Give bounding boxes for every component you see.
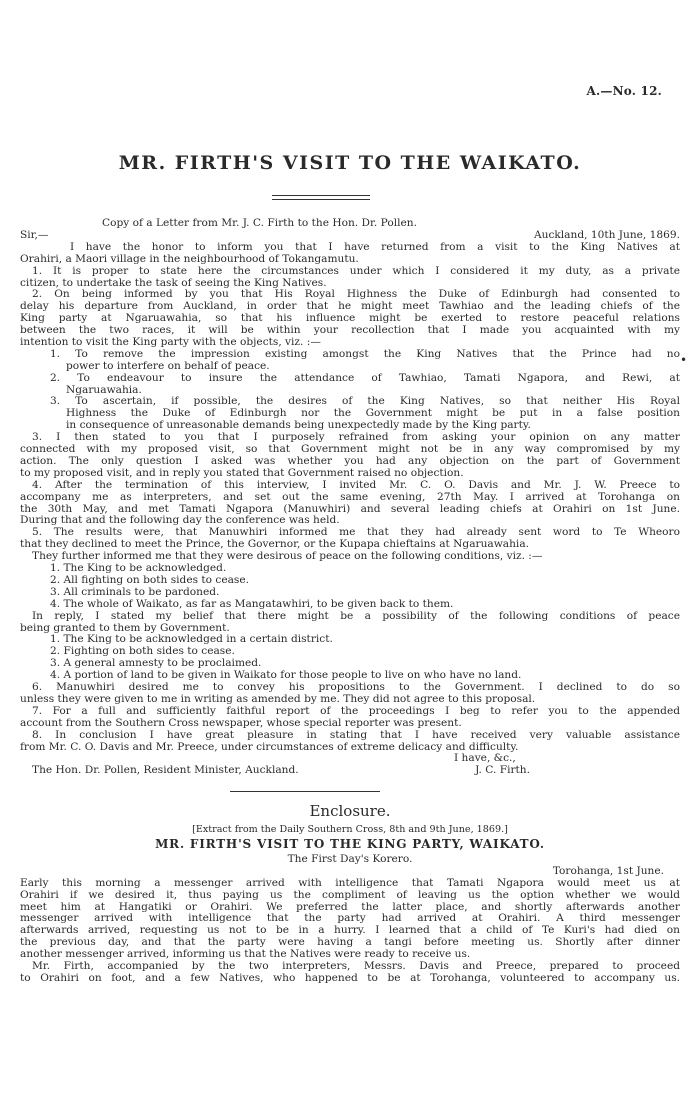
letter-line: citizen, to undertake the task of seeing the King Natives. <box>20 276 327 289</box>
letter-line: between the two races, it will be within your recollection that I made you acquainted with my <box>20 325 680 337</box>
letter-line: 4. The whole of Waikato, as far as Mangatawhiri, to be given back to them. <box>50 597 454 610</box>
letter-place-date: Auckland, 10th June, 1869. <box>533 228 680 241</box>
enclosure-place-date: Torohanga, 1st June. <box>552 864 664 877</box>
letter-line: 3. I then stated to you that I purposely refrained from asking your opinion on any matter <box>32 432 680 444</box>
letter-line: delay his departure from Auckland, in order that he might meet Tawhiao and the leading chiefs of the <box>20 301 680 313</box>
enclosure-line: messenger arrived with intelligence that the party had arrived at Orahiri. A third messenger <box>20 913 680 925</box>
letter-line: accompany me as interpreters, and set out the same evening, 27th May. I arrived at Torohanga on <box>20 491 680 503</box>
enclosure-line: another messenger arrived, informing us that the Natives were ready to receive us. <box>20 948 471 961</box>
enclosure-line: afterwards arrived, requesting us not to be in a hurry. I learned that a child of Te Kuri's had died on <box>20 925 680 937</box>
letter-line: power to interfere on behalf of peace. <box>66 359 270 372</box>
letter-line: In reply, I stated my belief that there might be a possibility of the following conditions of peace <box>32 610 680 622</box>
letter-line: 4. After the termination of this interview, I invited Mr. C. O. Davis and Mr. J. W. Preece to <box>32 479 680 491</box>
letter-line: 1. To remove the impression existing amongst the King Natives that the Prince had no <box>50 348 680 360</box>
letter-line: They further informed me that they were desirous of peace on the following conditions, viz. :— <box>32 550 543 563</box>
document-body <box>20 218 680 985</box>
letter-line: 1. It is proper to state here the circumstances under which I considered it my duty, as a private <box>32 265 680 277</box>
title-rule-top <box>272 195 370 196</box>
enclosure-line: Early this morning a messenger arrived with intelligence that Tamati Ngapora would meet us at <box>20 877 680 889</box>
letter-line: Orahiri, a Maori village in the neighbourhood of Tokangamutu. <box>20 252 359 265</box>
letter-line: from Mr. C. O. Davis and Mr. Preece, under circumstances of extreme delicacy and difficulty. <box>20 740 519 753</box>
margin-mark: • <box>680 353 688 367</box>
salutation: Sir,— <box>20 228 49 241</box>
letter-line: 2. To endeavour to insure the attendance of Tawhiao, Tamati Ngapora, and Rewi, at <box>50 372 680 384</box>
enclosure-line: the previous day, and that the party were having a tangi before meeting us. Shortly after dinner <box>20 937 680 949</box>
letter-line: 1. The King to be acknowledged in a certain district. <box>50 633 333 646</box>
letter-line: 5. The results were, that Manuwhiri informed me that they had already sent word to Te Wheoro <box>32 527 680 539</box>
enclosure-line: meet him at Hangatiki or Orahiri. We preferred the latter place, and shortly afterwards another <box>20 901 680 913</box>
letter-line: I have the honor to inform you that I have returned from a visit to the King Natives at <box>70 241 680 253</box>
letter-line: action. The only question I asked was whether you had any objection on the part of Government <box>20 455 680 467</box>
letter-closing: I have, &c., <box>454 752 516 765</box>
title-rule-bottom <box>272 199 370 200</box>
letter-signature: J. C. Firth. <box>475 764 530 777</box>
enclosure-line: Orahiri if we desired it, thus paying us the compliment of leaving us the option whether we would <box>20 889 680 901</box>
enclosure-line: Mr. Firth, accompanied by the two interpreters, Messrs. Davis and Preece, prepared to proceed <box>32 961 680 973</box>
letter-addressee: The Hon. Dr. Pollen, Resident Minister, Auckland. <box>32 764 299 777</box>
letter-line: 2. On being informed by you that His Royal Highness the Duke of Edinburgh had consented to <box>32 289 680 301</box>
letter-line: 3. All criminals to be pardoned. <box>50 585 220 598</box>
letter-line: that they declined to meet the Prince, the Governor, or the Kupapa chieftains at Ngaruawahia. <box>20 538 530 551</box>
letter-line: 2. All fighting on both sides to cease. <box>50 573 250 586</box>
letter-line: the 30th May, and met Tamati Ngapora (Manuwhiri) and several leading chiefs at Orahiri on 1st June. <box>20 503 680 515</box>
letter-line: Highness the Duke of Edinburgh nor the Government might be put in a false position <box>66 408 680 420</box>
letter-heading: Copy of a Letter from Mr. J. C. Firth to the Hon. Dr. Pollen. <box>102 217 417 229</box>
letter-line: to my proposed visit, and in reply you stated that Government raised no objection. <box>20 466 464 479</box>
letter-line: Ngaruawahia. <box>66 383 142 396</box>
section-divider <box>230 791 380 792</box>
letter-line: 1. The King to be acknowledged. <box>50 562 227 575</box>
letter-line: in consequence of unreasonable demands being unexpectedly made by the King party. <box>66 419 531 432</box>
letter-line: connected with my proposed visit, so that Government might not be in any way compromised by my <box>20 444 680 456</box>
letter-line: 7. For a full and sufficiently faithful report of the proceedings I beg to refer you to the appended <box>32 705 680 717</box>
enclosure-extract-note: [Extract from the Daily Southern Cross, 8th and 9th June, 1869.] <box>192 824 508 836</box>
salutation-row <box>20 230 680 242</box>
letter-line: being granted to them by Government. <box>20 621 230 634</box>
letter-line: 8. In conclusion I have great pleasure in stating that I have received very valuable assistance <box>32 729 680 741</box>
letter-line: 4. A portion of land to be given in Waikato for those people to live on who have no land. <box>50 669 522 682</box>
letter-line: 3. To ascertain, if possible, the desires of the King Natives, so that neither His Royal <box>50 396 680 408</box>
page-title: MR. FIRTH'S VISIT TO THE WAIKATO. <box>118 152 582 174</box>
enclosure-line: to Orahiri on foot, and a few Natives, who happened to be at Torohanga, volunteered to accompany us. <box>20 972 680 984</box>
letter-line: intention to visit the King party with the objects, viz. :— <box>20 335 321 348</box>
page-reference: A.—No. 12. <box>586 84 662 98</box>
enclosure-subtitle: MR. FIRTH'S VISIT TO THE KING PARTY, WAIKATO. <box>155 837 545 852</box>
letter-line: During that and the following day the conference was held. <box>20 514 340 527</box>
letter-line: 2. Fighting on both sides to cease. <box>50 645 235 658</box>
enclosure-day-heading: The First Day's Korero. <box>287 852 413 865</box>
letter-line: 3. A general amnesty to be proclaimed. <box>50 657 262 670</box>
signature-row <box>20 765 680 777</box>
letter-line: King party at Ngaruawahia, so that his influence might be exerted to restore peaceful relations <box>20 313 680 325</box>
enclosure-heading: Enclosure. <box>309 802 391 821</box>
letter-line: account from the Southern Cross newspaper, whose special reporter was present. <box>20 716 462 729</box>
letter-line: 6. Manuwhiri desired me to convey his propositions to the Government. I declined to do so <box>32 682 680 694</box>
letter-line: unless they were given to me in writing as amended by me. They did not agree to this proposal. <box>20 692 536 705</box>
